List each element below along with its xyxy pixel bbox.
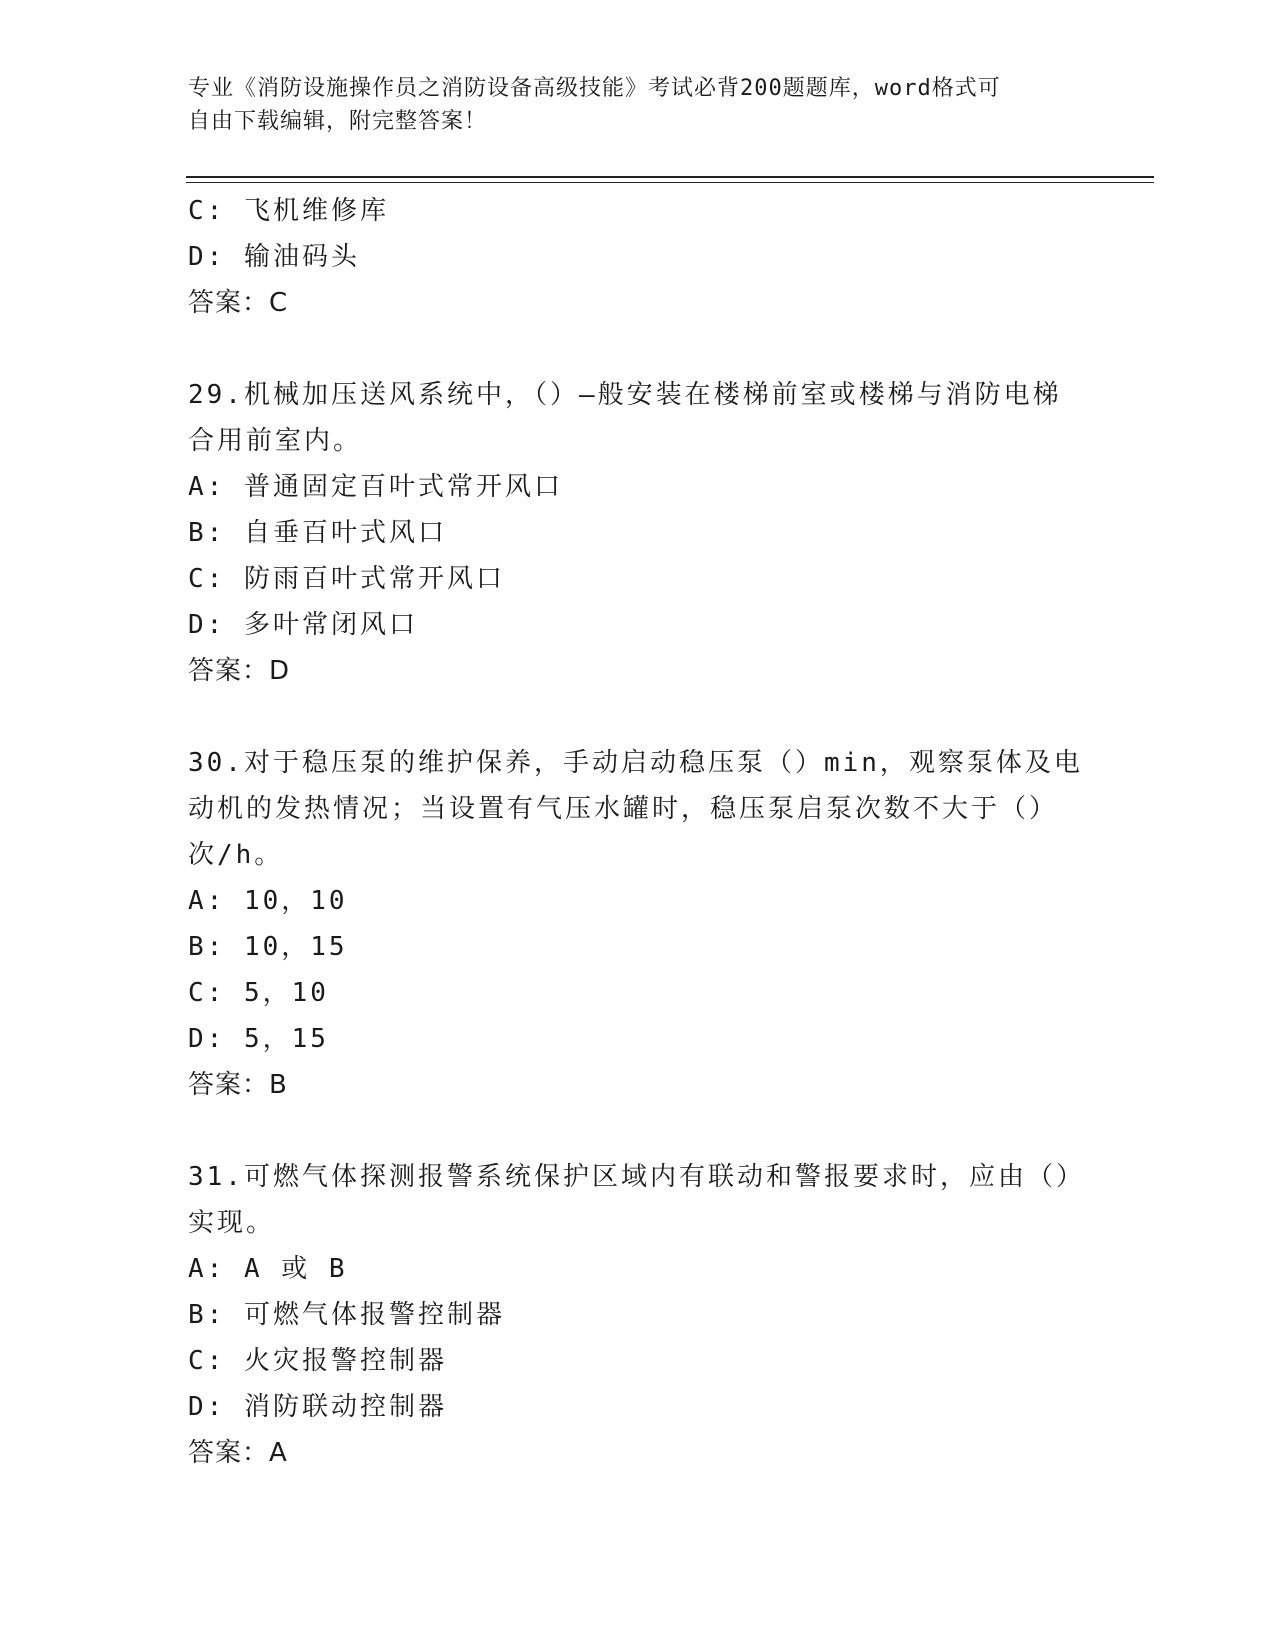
question-stem-line: 实现。 [188, 1208, 276, 1238]
option-d: D: 输油码头 [188, 242, 360, 272]
question-29 [188, 372, 1088, 694]
spacer [188, 326, 1088, 372]
question-stem-line: 29.机械加压送风系统中，（）—般安装在楼梯前室或楼梯与消防电梯 [188, 380, 1062, 410]
header-line-2: 自由下载编辑，附完整答案！ [188, 109, 488, 134]
question-stem-line: 动机的发热情况；当设置有气压水罐时，稳压泵启泵次数不大于（） [188, 794, 1059, 824]
option-b: B: 可燃气体报警控制器 [188, 1300, 505, 1330]
option-b: B: 10，15 [188, 932, 348, 962]
header-line-1: 专业《消防设施操作员之消防设备高级技能》考试必背200题题库，word格式可 [188, 76, 1001, 101]
spacer [188, 694, 1088, 740]
document-header [188, 72, 1068, 138]
option-b: B: 自垂百叶式风口 [188, 518, 447, 548]
option-a: A: 普通固定百叶式常开风口 [188, 472, 563, 502]
option-c: C: 飞机维修库 [188, 196, 389, 226]
answer-line: 答案：A [188, 1438, 288, 1468]
answer-line: 答案：C [188, 288, 289, 318]
question-stem-line: 31.可燃气体探测报警系统保护区域内有联动和警报要求时，应由（） [188, 1162, 1085, 1192]
option-d: D: 5，15 [188, 1024, 329, 1054]
option-a: A: 10，10 [188, 886, 348, 916]
question-30 [188, 740, 1088, 1108]
question-stem-line: 次/h。 [188, 840, 284, 870]
question-stem-line: 合用前室内。 [188, 426, 363, 456]
document-body [188, 188, 1088, 1476]
question-stem-line: 30.对于稳压泵的维护保养，手动启动稳压泵（）min，观察泵体及电 [188, 748, 1083, 778]
question-fragment [188, 188, 1088, 326]
option-c: C: 5，10 [188, 978, 329, 1008]
answer-line: 答案：B [188, 1070, 288, 1100]
option-d: D: 消防联动控制器 [188, 1392, 447, 1422]
answer-line: 答案：D [188, 656, 291, 686]
option-c: C: 防雨百叶式常开风口 [188, 564, 505, 594]
question-31 [188, 1154, 1088, 1476]
spacer [188, 1108, 1088, 1154]
option-a: A: A 或 B [188, 1254, 348, 1284]
option-c: C: 火灾报警控制器 [188, 1346, 447, 1376]
header-rule-thin [186, 182, 1154, 183]
option-d: D: 多叶常闭风口 [188, 610, 418, 640]
header-rule-thick [186, 176, 1154, 178]
